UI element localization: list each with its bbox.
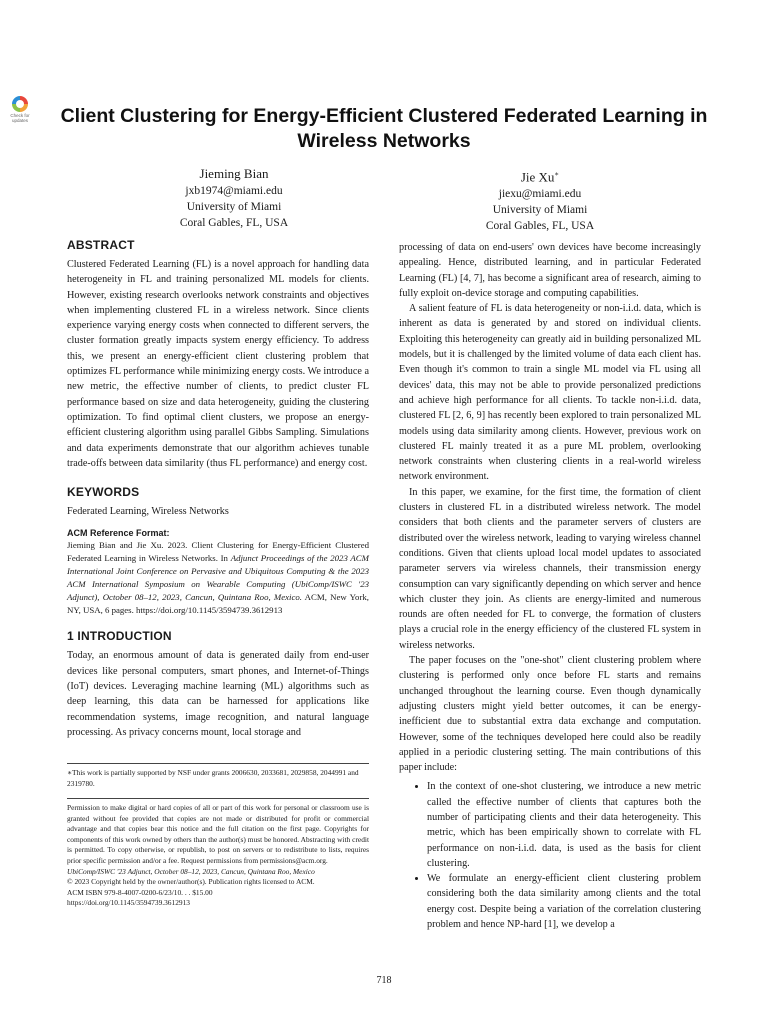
isbn-line: ACM ISBN 979-8-4007-0200-6/23/10. . . $15.00 [67, 887, 213, 897]
body-paragraph: In this paper, we examine, for the first time, the formation of client clusters in clustered FL in a distributed wireless network. The model considers that both clients and the parameter servers of clusters are distributed over the wireless network, leading to varying wireless channel conditions. Given that clients upload local model updates to associated parameter servers via wireless channels, their transmission energy consumption can vary significantly depending on which server and hence which cluster they join. As clients are energy-limited and numerous rounds are often needed for FL to converge, the formation of clusters plays a crucial role in the energy efficiency of the clustered FL system in wireless networks. [399, 486, 701, 651]
page-number: 718 [376, 975, 392, 986]
keywords-text: Federated Learning, Wireless Networks [67, 506, 229, 518]
body-paragraph: The paper focuses on the "one-shot" client clustering problem where clustering is performed only once before FL starts and remains unchanged throughout the learning course. Even though dynamically adjusting clusters might yield better outcomes, it can be energy-inefficient due to substantial extra data exchange and computation. However, some of the techniques developed here could also be readily applied in a periodic clustering setting. The main contributions of this paper include: [399, 655, 701, 774]
badge-label: Check for updates [10, 113, 30, 123]
body-paragraph: A salient feature of FL is data heterogeneity or non-i.i.d. data, which is inherent as data is generated by and stored on individual clients. Exploiting this heterogeneity can greatly aid in building personalized ML models, but it is challenged by the limited volume of data each client has. Even though it's common to train a single ML model via FL using all devices' data, this may not be able to provide personalized predictions and achieve high performance for all clients. To tackle non-i.i.d. data, clustered FL [2, 6, 9] has recently been explored to train personalized ML models using data similarity among clients. However, previous work on clustered FL mainly treated it as a pure ML problem, overlooking network constraints when clustering clients in a real-world wireless network environment. [399, 303, 701, 483]
reference-format-heading: ACM Reference Format: [67, 528, 170, 539]
author-name: Jieming Bian [199, 166, 269, 181]
author-email: jiexu@miami.edu [498, 188, 582, 201]
check-for-updates-badge[interactable] [6, 94, 34, 124]
body-paragraph: processing of data on end-users' own devices have become increasingly appealing. Hence, distributed learning, and in particular Federated Learning (FL) [4, 7], has become a significant area of research, aiming to fully exploit on-device storage and computing capabilities. [399, 242, 701, 299]
author-1 [124, 165, 344, 231]
left-column [67, 238, 369, 740]
contributions-list [399, 779, 701, 932]
right-column [399, 240, 701, 932]
reference-format-text: Jieming Bian and Jie Xu. 2023. Client Clustering for Energy-Efficient Clustered Federated Learning in Wireless Networks. In Adjunct Proceedings of the 2023 ACM International Joint Conference on Pervasive and Ubiquitous Computing & the 2023 ACM International Symposium on Wearable Computing (UbiComp/ISWC '23 Adjunct), October 08–12, 2023, Cancun, Quintana Roo, Mexico. ACM, New York, NY, USA, 6 pages. https://doi.org/10.1145/3594739.3612913 [67, 540, 369, 616]
permission-venue: UbiComp/ISWC '23 Adjunct, October 08–12, 2023, Cancun, Quintana Roo, Mexico [67, 866, 315, 876]
abstract-heading: ABSTRACT [67, 238, 135, 252]
permission-block [67, 798, 369, 909]
author-affiliation: University of Miami [492, 204, 588, 217]
author-affiliation: University of Miami [186, 201, 282, 213]
keywords-heading: KEYWORDS [67, 485, 140, 500]
permission-text: Permission to make digital or hard copies of all or part of this work for personal or classroom use is granted without fee provided that copies are not made or distributed for profit or commercial advantage and that copies bear this notice and the full citation on the first page. Copyrights for components of this work owned by others than the author(s) must be honored. Abstracting with credit is permitted. To copy otherwise, or republish, to post on servers or to redistribute to lists, requires prior specific permission and/or a fee. Request permissions from permissions@acm.org. [67, 803, 369, 865]
funding-footnote: ∗This work is partially supported by NSF under grants 2006630, 2033681, 2029858, 2044991 and 2319780. [67, 763, 369, 789]
abstract-text: Clustered Federated Learning (FL) is a novel approach for handling data heterogeneity in FL and training personalized ML models for clients. However, existing research overlooks network constraints and objectives when implementing clustered FL in a wireless network. Since clients experience varying energy costs when connected to different servers, the cluster formation greatly impacts system energy efficiency. To address this, we present an energy-efficient client clustering problem that optimizes FL performance while minimizing energy costs. We introduce a new metric, the effective number of clients, to predict cluster FL performance based on size and data heterogeneity, guiding the clustering optimization. To find optimal client clusters, we propose an energy-efficient clustering algorithm using parallel Gibbs Sampling. Simulations and data experiments demonstrate that our algorithm achieves tunable trade-offs between data similarity (thus FL performance) and energy cost. [67, 259, 369, 469]
author-email: jxb1974@miami.edu [185, 185, 283, 197]
crossmark-icon [12, 96, 28, 112]
paper-title: Client Clustering for Energy-Efficient Clustered Federated Learning in Wireless Networks [60, 105, 708, 152]
author-2 [430, 165, 650, 234]
list-item: • We formulate an energy-efficient client clustering problem considering both the data similarity among clients and the total energy cost. Despite being a variation of the correlation clustering problem and hence NP-hard [1], we develop a [427, 871, 701, 932]
author-location: Coral Gables, FL, USA [485, 220, 595, 233]
list-item: • In the context of one-shot clustering, we introduce a new metric called the effective number of clients that captures both the number of participating clients and their data heterogeneity. This metric, which has been empirically shown to correlate with FL performance on non-i.i.d. data, is used as the basis for client clustering. [427, 779, 701, 871]
intro-paragraph: Today, an enormous amount of data is generated daily from end-user devices like personal computers, smart phones, and Internet-of-Things (IoT) devices. Leveraging machine learning (ML) algorithms such as deep learning, this data can be harnessed for applications like recommendation systems, image recognition, and natural language processing. As privacy concerns mount, local storage and [67, 650, 369, 738]
copyright-line: © 2023 Copyright held by the owner/author(s). Publication rights licensed to ACM. [67, 877, 315, 887]
author-location: Coral Gables, FL, USA [179, 217, 289, 229]
introduction-heading: 1 INTRODUCTION [67, 629, 172, 644]
doi-link[interactable]: https://doi.org/10.1145/3594739.3612913 [67, 898, 190, 908]
author-footnote-mark: ∗ [554, 170, 560, 178]
author-name: Jie Xu∗ [520, 169, 560, 185]
